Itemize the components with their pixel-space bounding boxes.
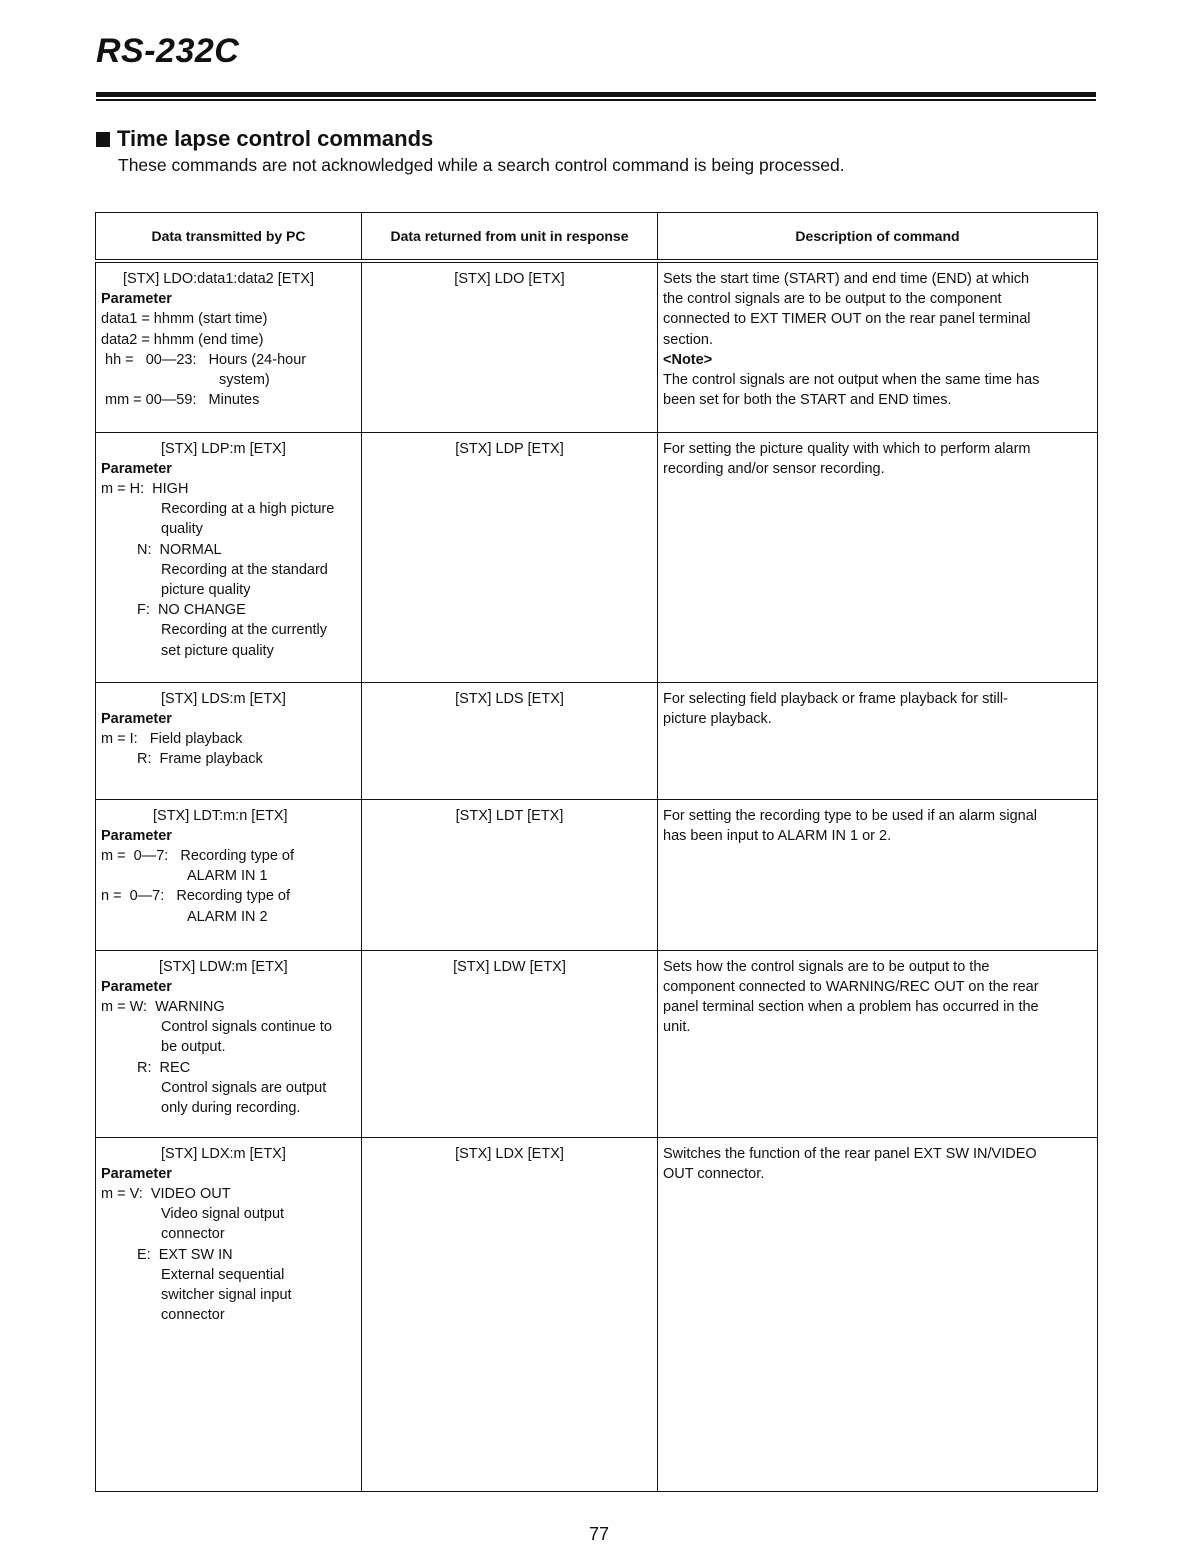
cell-description: [658, 950, 1098, 1137]
parameter-line: F: NO CHANGE: [137, 602, 246, 619]
parameter-line: connector: [161, 1226, 225, 1243]
parameter-label: Parameter: [101, 710, 172, 727]
page-title: RS-232C: [96, 32, 240, 70]
table-row-lds: [96, 682, 1098, 799]
table-row-ldp: [96, 432, 1098, 682]
parameter-line: R: REC: [137, 1059, 191, 1076]
description-line: the control signals are to be output to the component: [663, 291, 1002, 308]
parameter-line: ALARM IN 2: [187, 908, 268, 925]
note-line: The control signals are not output when the same time has: [663, 372, 1040, 389]
note-line: been set for both the START and END times.: [663, 392, 952, 409]
column-header-returned: Data returned from unit in response: [362, 213, 658, 262]
table-row-ldx: [96, 1137, 1098, 1491]
response-text: [STX] LDP [ETX]: [455, 440, 564, 457]
parameter-line: set picture quality: [161, 642, 274, 659]
parameter-label: Parameter: [101, 827, 172, 844]
parameter-line: connector: [161, 1307, 225, 1324]
description-line: Sets how the control signals are to be output to the: [663, 958, 990, 975]
parameter-line: ALARM IN 1: [187, 868, 268, 885]
table-row-ldo: [96, 261, 1098, 432]
table-row-ldt: [96, 799, 1098, 950]
description-line: For selecting field playback or frame playback for still-: [663, 690, 1008, 707]
description-line: recording and/or sensor recording.: [663, 460, 885, 477]
response-text: [STX] LDS [ETX]: [455, 690, 564, 707]
cell-transmitted: [96, 950, 362, 1137]
description-line: OUT connector.: [663, 1165, 765, 1182]
parameter-line: m = W: WARNING: [101, 998, 225, 1015]
description-line: unit.: [663, 1019, 691, 1036]
command-text: [STX] LDP:m [ETX]: [161, 440, 286, 457]
parameter-line: hh = 00—23: Hours (24-hour: [105, 351, 307, 368]
response-text: [STX] LDO [ETX]: [454, 271, 565, 287]
section-heading: [96, 126, 433, 152]
parameter-line: be output.: [161, 1039, 226, 1056]
command-text: [STX] LDW:m [ETX]: [159, 958, 288, 975]
parameter-line: quality: [161, 521, 203, 538]
parameter-line: picture quality: [161, 581, 251, 598]
cell-description: [658, 261, 1098, 432]
parameter-line: Control signals continue to: [161, 1019, 332, 1036]
parameter-label: Parameter: [101, 460, 172, 477]
cell-description: [658, 799, 1098, 950]
parameter-line: Recording at the currently: [161, 622, 328, 639]
description-line: component connected to WARNING/REC OUT on the rear: [663, 978, 1039, 995]
header-rule: [96, 92, 1096, 97]
cell-description: [658, 1137, 1098, 1491]
cell-returned: [362, 950, 658, 1137]
parameter-line: E: EXT SW IN: [137, 1246, 233, 1263]
cell-transmitted: [96, 799, 362, 950]
parameter-label: Parameter: [101, 1165, 172, 1182]
command-table: [95, 212, 1098, 1492]
description-line: section.: [663, 331, 713, 348]
cell-description: [658, 432, 1098, 682]
cell-returned: [362, 432, 658, 682]
parameter-line: n = 0—7: Recording type of: [101, 888, 291, 905]
parameter-label: Parameter: [101, 291, 172, 308]
square-bullet-icon: [96, 132, 110, 147]
parameter-line: m = I: Field playback: [101, 730, 243, 747]
description-line: picture playback.: [663, 710, 772, 727]
description-line: has been input to ALARM IN 1 or 2.: [663, 827, 892, 844]
parameter-label: Parameter: [101, 978, 172, 995]
parameter-line: system): [219, 372, 270, 389]
cell-transmitted: [96, 261, 362, 432]
parameter-line: Control signals are output: [161, 1079, 327, 1096]
cell-returned: [362, 261, 658, 432]
parameter-line: only during recording.: [161, 1099, 301, 1116]
description-line: Sets the start time (START) and end time (END) at which: [663, 271, 1030, 287]
command-text: [STX] LDT:m:n [ETX]: [153, 807, 288, 824]
description-line: panel terminal section when a problem has occurred in the: [663, 998, 1039, 1015]
command-text: [STX] LDX:m [ETX]: [161, 1145, 286, 1162]
response-text: [STX] LDT [ETX]: [455, 807, 564, 824]
column-header-transmitted: Data transmitted by PC: [96, 213, 362, 262]
description-line: For setting the picture quality with which to perform alarm: [663, 440, 1031, 457]
table-row-ldw: [96, 950, 1098, 1137]
cell-description: [658, 682, 1098, 799]
parameter-line: mm = 00—59: Minutes: [105, 392, 260, 409]
parameter-line: data1 = hhmm (start time): [101, 311, 268, 328]
command-text: [STX] LDS:m [ETX]: [161, 690, 286, 707]
parameter-line: Recording at the standard: [161, 561, 328, 578]
description-line: Switches the function of the rear panel EXT SW IN/VIDEO: [663, 1145, 1037, 1162]
page-number: 77: [588, 1524, 610, 1544]
column-header-description: Description of command: [658, 213, 1098, 262]
parameter-line: R: Frame playback: [137, 751, 263, 768]
cell-transmitted: [96, 432, 362, 682]
section-heading-text: Time lapse control commands: [117, 126, 434, 151]
parameter-line: switcher signal input: [161, 1286, 292, 1303]
parameter-line: m = V: VIDEO OUT: [101, 1185, 231, 1202]
description-line: For setting the recording type to be used if an alarm signal: [663, 807, 1037, 824]
cell-returned: [362, 682, 658, 799]
parameter-line: Video signal output: [161, 1206, 285, 1223]
parameter-line: m = H: HIGH: [101, 480, 189, 497]
cell-transmitted: [96, 1137, 362, 1491]
header-rule-thin: [96, 99, 1096, 101]
command-text: [STX] LDO:data1:data2 [ETX]: [123, 271, 315, 287]
parameter-line: m = 0—7: Recording type of: [101, 847, 295, 864]
parameter-line: N: NORMAL: [137, 541, 222, 558]
parameter-line: Recording at a high picture: [161, 501, 335, 518]
parameter-line: External sequential: [161, 1266, 285, 1283]
cell-returned: [362, 1137, 658, 1491]
cell-transmitted: [96, 682, 362, 799]
parameter-line: data2 = hhmm (end time): [101, 331, 264, 348]
section-intro: These commands are not acknowledged while a search control command is being processed.: [118, 155, 845, 175]
cell-returned: [362, 799, 658, 950]
response-text: [STX] LDW [ETX]: [453, 958, 566, 975]
description-line: connected to EXT TIMER OUT on the rear panel terminal: [663, 311, 1031, 328]
note-label: <Note>: [663, 351, 713, 368]
table-header-row: [96, 213, 1098, 262]
response-text: [STX] LDX [ETX]: [455, 1145, 564, 1162]
